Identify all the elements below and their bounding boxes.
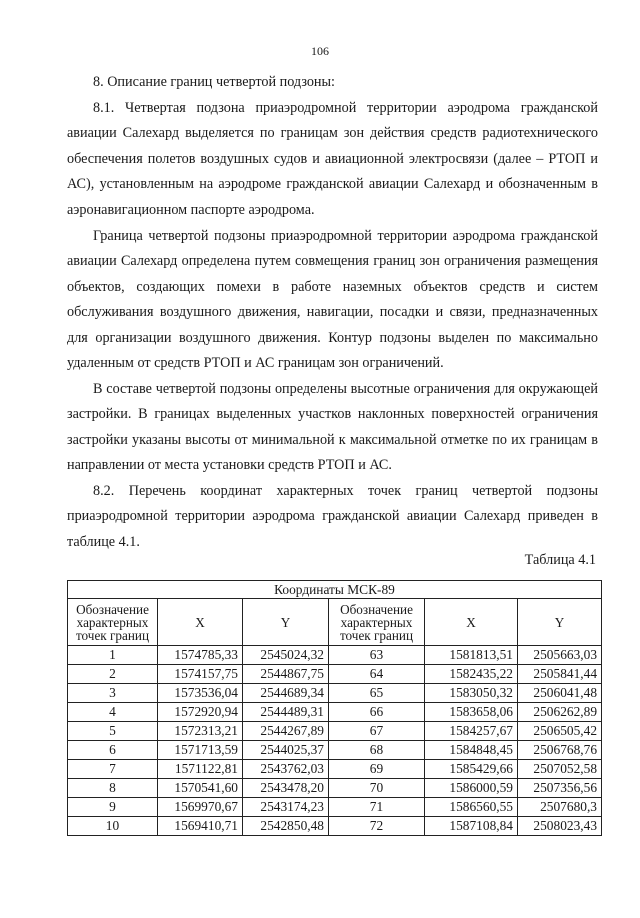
cell-x: 1573536,04 (158, 684, 243, 703)
cell-x: 1587108,84 (425, 817, 518, 836)
paragraph-text: 8.1. Четвертая подзона приаэродромной территории аэродрома гражданской авиации Салехард выделяется по границам зон действия средств радиотехнического обеспечения полетов воздушных судов и авиационной электросвязи (далее – РТОП и АС), установленным на аэродроме гражданской авиации Салехард и обозначенным в аэронавигационном паспорте аэродрома. (67, 100, 598, 218)
cell-y: 2544489,31 (243, 703, 329, 722)
column-header-x: X (425, 599, 518, 646)
cell-x: 1574157,75 (158, 665, 243, 684)
cell-x: 1584848,45 (425, 741, 518, 760)
column-header-point: Обозначение характерных точек границ (68, 599, 158, 646)
cell-point-id: 4 (68, 703, 158, 722)
section-heading-text: 8. Описание границ четвертой подзоны: (93, 74, 335, 90)
cell-y: 2505663,03 (518, 646, 602, 665)
column-header-y: Y (243, 599, 329, 646)
cell-point-id: 63 (329, 646, 425, 665)
cell-point-id: 6 (68, 741, 158, 760)
table-row (68, 817, 602, 836)
cell-point-id: 7 (68, 760, 158, 779)
cell-y: 2543762,03 (243, 760, 329, 779)
cell-x: 1585429,66 (425, 760, 518, 779)
cell-point-id: 2 (68, 665, 158, 684)
cell-point-id: 66 (329, 703, 425, 722)
cell-x: 1584257,67 (425, 722, 518, 741)
cell-point-id: 1 (68, 646, 158, 665)
cell-y: 2544025,37 (243, 741, 329, 760)
cell-y: 2544867,75 (243, 665, 329, 684)
cell-x: 1586000,59 (425, 779, 518, 798)
paragraph-boundary (67, 224, 598, 376)
cell-x: 1571122,81 (158, 760, 243, 779)
cell-point-id: 69 (329, 760, 425, 779)
cell-point-id: 3 (68, 684, 158, 703)
paragraph-text: 8.2. Перечень координат характерных точек границ четвертой подзоны приаэродромной территории аэродрома гражданской авиации Салехард приведен в таблице 4.1. (67, 483, 598, 550)
table-row (68, 779, 602, 798)
table-body (68, 646, 602, 836)
cell-y: 2505841,44 (518, 665, 602, 684)
section-heading (67, 70, 598, 95)
cell-y: 2506505,42 (518, 722, 602, 741)
paragraph-text: В составе четвертой подзоны определены высотные ограничения для окружающей застройки. В границах выделенных участков наклонных поверхностей ограничения застройки указаны высоты от минимальной к максимальной отметке по их границам в направлении от места установки средств РТОП и АС. (67, 381, 598, 474)
cell-y: 2544267,89 (243, 722, 329, 741)
table-row (68, 798, 602, 817)
cell-y: 2508023,43 (518, 817, 602, 836)
cell-x: 1582435,22 (425, 665, 518, 684)
cell-x: 1571713,59 (158, 741, 243, 760)
cell-y: 2506768,76 (518, 741, 602, 760)
cell-x: 1572920,94 (158, 703, 243, 722)
table-row (68, 684, 602, 703)
cell-x: 1570541,60 (158, 779, 243, 798)
cell-x: 1574785,33 (158, 646, 243, 665)
paragraph-8-2 (67, 479, 598, 555)
column-header-x: X (158, 599, 243, 646)
cell-x: 1569970,67 (158, 798, 243, 817)
cell-point-id: 10 (68, 817, 158, 836)
cell-y: 2542850,48 (243, 817, 329, 836)
table-row (68, 665, 602, 684)
cell-y: 2507052,58 (518, 760, 602, 779)
cell-y: 2507356,56 (518, 779, 602, 798)
cell-point-id: 8 (68, 779, 158, 798)
table-row (68, 722, 602, 741)
cell-x: 1583658,06 (425, 703, 518, 722)
cell-point-id: 9 (68, 798, 158, 817)
cell-y: 2543174,23 (243, 798, 329, 817)
cell-y: 2545024,32 (243, 646, 329, 665)
cell-x: 1583050,32 (425, 684, 518, 703)
cell-point-id: 64 (329, 665, 425, 684)
table-caption: Таблица 4.1 (524, 552, 596, 568)
coordinates-table (67, 580, 602, 836)
paragraph-height-limits (67, 377, 598, 479)
cell-y: 2506041,48 (518, 684, 602, 703)
cell-point-id: 65 (329, 684, 425, 703)
cell-y: 2507680,3 (518, 798, 602, 817)
page-number: 106 (311, 44, 329, 58)
cell-y: 2506262,89 (518, 703, 602, 722)
column-header-point: Обозначение характерных точек границ (329, 599, 425, 646)
cell-point-id: 72 (329, 817, 425, 836)
cell-point-id: 5 (68, 722, 158, 741)
cell-x: 1581813,51 (425, 646, 518, 665)
cell-y: 2543478,20 (243, 779, 329, 798)
table-row (68, 760, 602, 779)
cell-x: 1586560,55 (425, 798, 518, 817)
table-row (68, 741, 602, 760)
table-row (68, 703, 602, 722)
cell-x: 1572313,21 (158, 722, 243, 741)
cell-x: 1569410,71 (158, 817, 243, 836)
table-row (68, 646, 602, 665)
paragraph-text: Граница четвертой подзоны приаэродромной территории аэродрома гражданской авиации Салехард определена путем совмещения границ зон ограничения размещения объектов, создающих помехи в работе наземных объектов средств и систем обслуживания воздушного движения, навигации, посадки и связи, предназначенных для организации воздушного движения. Контур подзоны выделен по максимально удаленным от средств РТОП и АС границам зон ограничений. (67, 228, 598, 372)
cell-point-id: 70 (329, 779, 425, 798)
cell-y: 2544689,34 (243, 684, 329, 703)
cell-point-id: 68 (329, 741, 425, 760)
paragraph-8-1 (67, 96, 598, 223)
table-title: Координаты МСК-89 (68, 581, 602, 599)
cell-point-id: 67 (329, 722, 425, 741)
column-header-y: Y (518, 599, 602, 646)
cell-point-id: 71 (329, 798, 425, 817)
